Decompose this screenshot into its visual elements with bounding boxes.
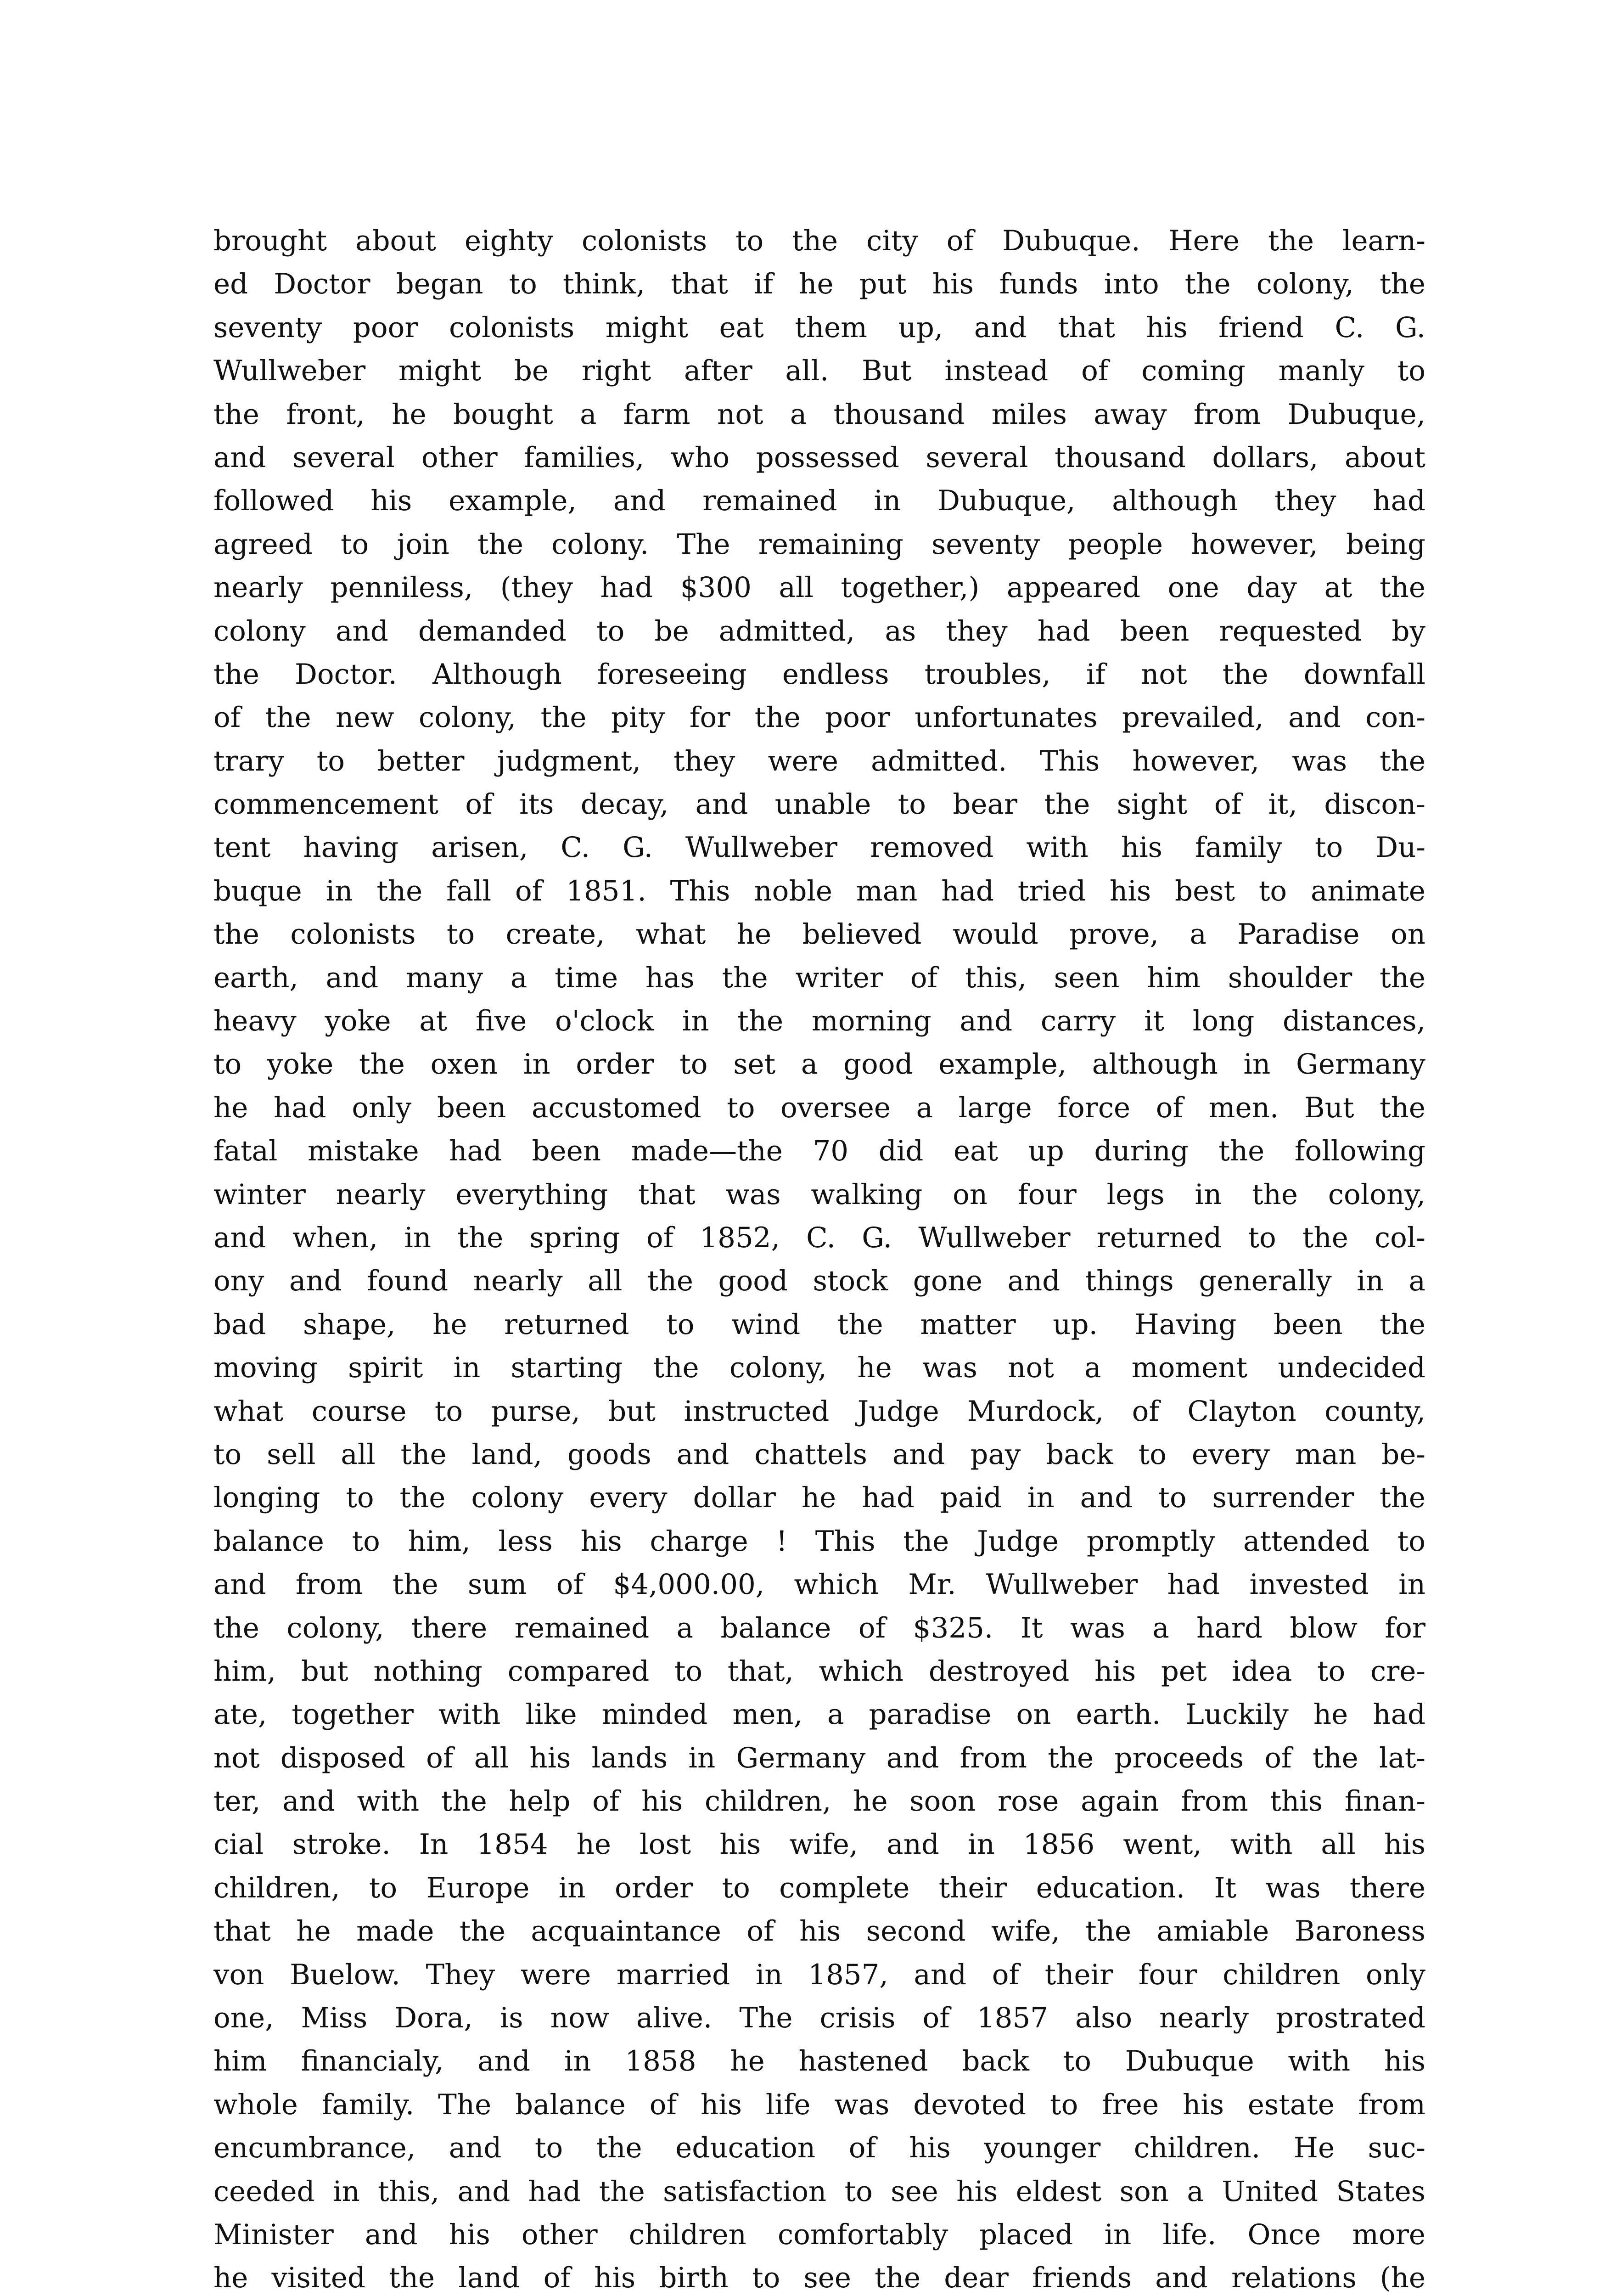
text-line: to yoke the oxen in order to set a good example, although in Germany (213, 1048, 1425, 1081)
text-line: agreed to join the colony. The remaining seventy people however, being (213, 528, 1425, 561)
text-line: to sell all the land, goods and chattels and pay back to every man be- (213, 1438, 1425, 1471)
text-line: encumbrance, and to the education of his younger children. He suc- (213, 2132, 1425, 2165)
text-line: what course to purse, but instructed Judge Murdock, of Clayton county, (213, 1395, 1425, 1428)
text-line: nearly penniless, (they had $300 all together,) appeared one day at the (213, 571, 1425, 604)
text-line: longing to the colony every dollar he had paid in and to surrender the (213, 1481, 1425, 1514)
text-line: commencement of its decay, and unable to bear the sight of it, discon- (213, 788, 1425, 821)
text-line: he visited the land of his birth to see the dear friends and relations (he (213, 2262, 1425, 2295)
text-line: von Buelow. They were married in 1857, and of their four children only (213, 1958, 1425, 1991)
text-line: the front, he bought a farm not a thousand miles away from Dubuque, (213, 398, 1425, 431)
text-line: ate, together with like minded men, a paradise on earth. Luckily he had (213, 1698, 1425, 1731)
text-line: of the new colony, the pity for the poor unfortunates prevailed, and con- (213, 701, 1425, 734)
text-line: Minister and his other children comfortably placed in life. Once more (213, 2218, 1425, 2251)
text-line: children, to Europe in order to complete their education. It was there (213, 1871, 1425, 1904)
text-line: cial stroke. In 1854 he lost his wife, and in 1856 went, with all his (213, 1828, 1425, 1861)
text-line: that he made the acquaintance of his second wife, the amiable Baroness (213, 1915, 1425, 1948)
text-line: heavy yoke at five o'clock in the morning and carry it long distances, (213, 1005, 1425, 1038)
text-line: he had only been accustomed to oversee a large force of men. But the (213, 1091, 1425, 1124)
text-line: ony and found nearly all the good stock gone and things generally in a (213, 1265, 1425, 1298)
text-line: winter nearly everything that was walking on four legs in the colony, (213, 1178, 1425, 1211)
text-line: him financialy, and in 1858 he hastened back to Dubuque with his (213, 2045, 1425, 2078)
text-line: and when, in the spring of 1852, C. G. Wullweber returned to the col- (213, 1221, 1425, 1254)
text-line: ter, and with the help of his children, he soon rose again from this finan- (213, 1785, 1425, 1818)
text-line: colony and demanded to be admitted, as they had been requested by (213, 614, 1425, 647)
text-line: whole family. The balance of his life was devoted to free his estate from (213, 2088, 1425, 2121)
text-line: and several other families, who possessed several thousand dollars, about (213, 441, 1425, 474)
text-line: ed Doctor began to think, that if he put his funds into the colony, the (213, 268, 1425, 301)
text-line: brought about eighty colonists to the city of Dubuque. Here the learn- (213, 225, 1425, 257)
text-line: ceeded in this, and had the satisfaction to see his eldest son a United States (213, 2175, 1425, 2208)
text-line: the colonists to create, what he believed would prove, a Paradise on (213, 918, 1425, 951)
text-line: Wullweber might be right after all. But instead of coming manly to (213, 355, 1425, 388)
text-line: not disposed of all his lands in Germany and from the proceeds of the lat- (213, 1741, 1425, 1774)
text-line: followed his example, and remained in Dubuque, although they had (213, 484, 1425, 518)
text-line: him, but nothing compared to that, which destroyed his pet idea to cre- (213, 1654, 1425, 1688)
text-line: and from the sum of $4,000.00, which Mr. Wullweber had invested in (213, 1568, 1425, 1601)
text-line: the colony, there remained a balance of $325. It was a hard blow for (213, 1611, 1425, 1644)
text-line: moving spirit in starting the colony, he was not a moment undecided (213, 1351, 1425, 1384)
text-line: seventy poor colonists might eat them up, and that his friend C. G. (213, 311, 1425, 344)
text-line: buque in the fall of 1851. This noble man had tried his best to animate (213, 874, 1425, 907)
text-line: trary to better judgment, they were admitted. This however, was the (213, 744, 1425, 777)
body-text (213, 219, 1425, 2296)
text-line: earth, and many a time has the writer of this, seen him shoulder the (213, 961, 1425, 994)
text-line: the Doctor. Although foreseeing endless troubles, if not the downfall (213, 658, 1425, 691)
text-line: balance to him, less his charge ! This the Judge promptly attended to (213, 1525, 1425, 1558)
text-line: bad shape, he returned to wind the matter up. Having been the (213, 1308, 1425, 1341)
text-line: fatal mistake had been made—the 70 did eat up during the following (213, 1135, 1425, 1168)
text-line: tent having arisen, C. G. Wullweber removed with his family to Du- (213, 831, 1425, 864)
text-line: one, Miss Dora, is now alive. The crisis of 1857 also nearly prostrated (213, 2002, 1425, 2035)
